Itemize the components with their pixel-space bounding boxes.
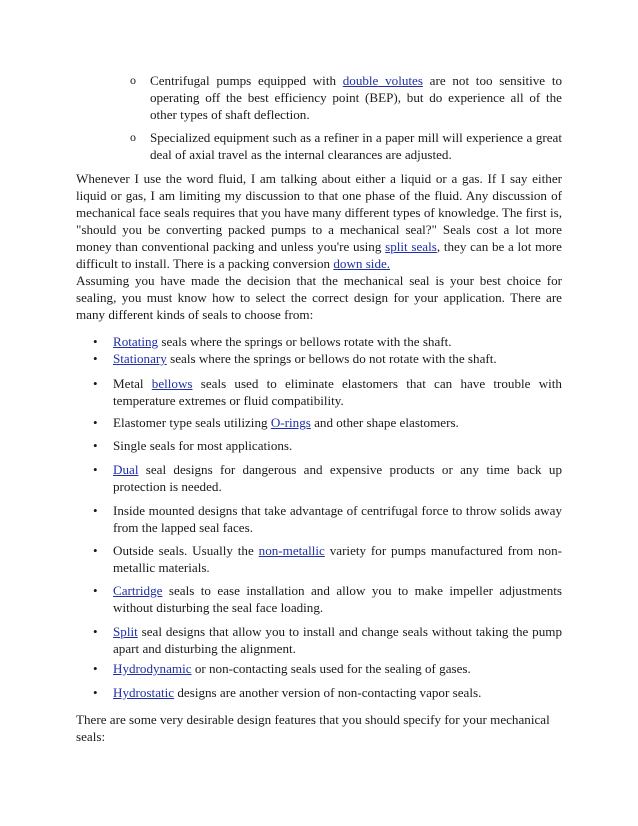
bullet-marker: •: [93, 543, 98, 558]
bullet-text: seals to ease installation and allow you to make impeller adjustments without disturbing the seal face loading.: [113, 583, 562, 615]
link-o-rings[interactable]: O-rings: [270, 415, 311, 430]
link-split-seals[interactable]: split seals: [385, 239, 437, 254]
link-cartridge[interactable]: Cartridge: [113, 583, 163, 598]
sub-bullet-marker: o: [130, 73, 136, 87]
bullet-text: seal designs that allow you to install and change seals without taking the pump apart and disturbing the alignment.: [113, 624, 562, 656]
bullet-item: [113, 461, 562, 495]
bullet-marker: •: [93, 685, 98, 700]
bullet-text: Metal: [113, 376, 152, 391]
bullet-text: designs are another version of non-contacting vapor seals.: [174, 685, 482, 700]
bullet-marker: •: [93, 583, 98, 598]
bullet-marker: •: [93, 334, 98, 349]
link-double-volutes[interactable]: double volutes: [342, 73, 423, 88]
bullet-item: [113, 660, 562, 677]
link-down-side[interactable]: down side.: [333, 256, 391, 271]
paragraph: [76, 170, 562, 272]
bullet-marker: •: [93, 351, 98, 366]
bullet-item: [113, 684, 562, 701]
sub-item: Specialized equipment such as a refiner in a paper mill will experience a great deal of axial travel as the internal clearances are adjusted.: [150, 130, 562, 162]
bullet-marker: •: [93, 438, 98, 453]
bullet-marker: •: [93, 462, 98, 477]
bullet-item: [113, 375, 562, 409]
bullet-text: Outside seals. Usually the: [113, 543, 259, 558]
paragraph-text: Whenever I use the word fluid, I am talking about either a liquid or a gas. If I say either liquid or gas, I am limiting my discussion to that one phase of the fluid. Any discussion of mechanical face seals requires that you have many different types of knowledge. The first is, "should you be converting packed pumps to a mechanical seal?" Seals cost a lot more money than conventional packing and unless you're using: [76, 171, 562, 254]
sub-item: [150, 72, 562, 123]
bullet-text: seals used to eliminate elastomers that can have trouble with temperature extremes or fluid compatibility.: [113, 376, 562, 408]
link-rotating[interactable]: Rotating: [113, 334, 159, 349]
bullet-marker: •: [93, 661, 98, 676]
sub-bullet-marker: o: [130, 130, 136, 144]
bullet-item: [113, 350, 562, 367]
bullet-text: Elastomer type seals utilizing: [113, 415, 271, 430]
link-hydrodynamic[interactable]: Hydrodynamic: [113, 661, 192, 676]
link-hydrostatic[interactable]: Hydrostatic: [113, 685, 175, 700]
paragraph: Assuming you have made the decision that the mechanical seal is your best choice for sealing, you must know how to select the correct design for your application. There are many different kinds of seals to choose from:: [76, 273, 562, 322]
link-bellows[interactable]: bellows: [151, 376, 193, 391]
bullet-text: seal designs for dangerous and expensive products or any time back up protection is needed.: [113, 462, 562, 494]
bullet-text: or non-contacting seals used for the sealing of gases.: [191, 661, 471, 676]
bullet-text: and other shape elastomers.: [310, 415, 459, 430]
link-split[interactable]: Split: [113, 624, 138, 639]
bullet-item: Single seals for most applications.: [113, 438, 293, 453]
link-dual[interactable]: Dual: [113, 462, 139, 477]
link-stationary[interactable]: Stationary: [113, 351, 167, 366]
bullet-marker: •: [93, 376, 98, 391]
link-non-metallic[interactable]: non-metallic: [258, 543, 325, 558]
bullet-item: [113, 623, 562, 657]
sub-item-text: are not too sensitive to operating off the best efficiency point (BEP), but do experience all of the other types of shaft deflection.: [150, 73, 563, 122]
bullet-item: [113, 542, 562, 576]
paragraph: There are some very desirable design features that you should specify for your mechanical seals:: [76, 712, 550, 744]
bullet-text: variety for pumps manufactured from non-metallic materials.: [113, 543, 563, 575]
sub-item-text: Centrifugal pumps equipped with: [150, 73, 343, 88]
bullet-text: seals where the springs or bellows rotate with the shaft.: [158, 334, 452, 349]
bullet-marker: •: [93, 415, 98, 430]
bullet-marker: •: [93, 624, 98, 639]
bullet-marker: •: [93, 503, 98, 518]
paragraph-text: , they can be a lot more difficult to install. There is a packing conversion: [76, 239, 562, 271]
bullet-item: Inside mounted designs that take advantage of centrifugal force to throw solids away from the lapped seal faces.: [113, 503, 562, 535]
bullet-item: [113, 582, 562, 616]
bullet-text: seals where the springs or bellows do not rotate with the shaft.: [166, 351, 497, 366]
bullet-item: [113, 414, 562, 431]
bullet-item: [113, 333, 562, 350]
